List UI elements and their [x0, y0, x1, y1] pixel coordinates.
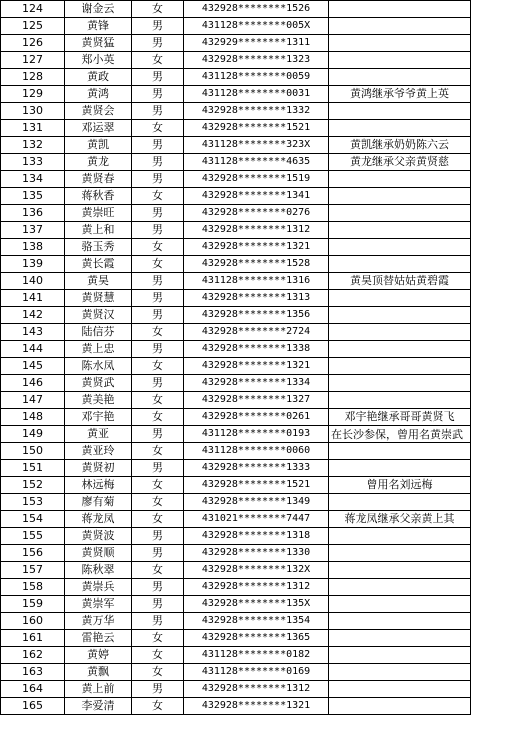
gender-cell: 女: [132, 188, 184, 205]
gender-cell: 男: [132, 375, 184, 392]
note-cell: [329, 171, 471, 188]
row-number-cell: 154: [1, 511, 65, 528]
name-cell: 黄崇旺: [65, 205, 132, 222]
row-number-cell: 150: [1, 443, 65, 460]
row-number-cell: 127: [1, 52, 65, 69]
gender-cell: 女: [132, 392, 184, 409]
name-cell: 蒋秋香: [65, 188, 132, 205]
row-number-cell: 126: [1, 35, 65, 52]
table-row: [1, 239, 471, 256]
table-row: [1, 528, 471, 545]
gender-cell: 男: [132, 273, 184, 290]
id-number-cell: 432928********1341: [184, 188, 329, 205]
row-number-cell: 142: [1, 307, 65, 324]
table-row: [1, 256, 471, 273]
gender-cell: 女: [132, 1, 184, 18]
note-cell: [329, 324, 471, 341]
gender-cell: 男: [132, 596, 184, 613]
note-cell: [329, 681, 471, 698]
gender-cell: 女: [132, 664, 184, 681]
note-cell: [329, 664, 471, 681]
gender-cell: 男: [132, 681, 184, 698]
gender-cell: 女: [132, 409, 184, 426]
table-row: [1, 290, 471, 307]
name-cell: 黄贤慧: [65, 290, 132, 307]
note-cell: [329, 290, 471, 307]
name-cell: 黄龙: [65, 154, 132, 171]
id-number-cell: 432928********132X: [184, 562, 329, 579]
name-cell: 李爱清: [65, 698, 132, 715]
table-row: [1, 375, 471, 392]
row-number-cell: 145: [1, 358, 65, 375]
name-cell: 黄锋: [65, 18, 132, 35]
table-row: [1, 324, 471, 341]
note-cell: [329, 358, 471, 375]
note-cell: [329, 239, 471, 256]
id-number-cell: 432928********1312: [184, 222, 329, 239]
table-row: [1, 545, 471, 562]
table-row: [1, 511, 471, 528]
id-number-cell: 432928********1332: [184, 103, 329, 120]
note-cell: 邓宇艳继承哥哥黄贤飞: [329, 409, 471, 426]
table-row: [1, 426, 471, 443]
id-number-cell: 432928********1330: [184, 545, 329, 562]
id-number-cell: 432929********1311: [184, 35, 329, 52]
id-number-cell: 431128********323X: [184, 137, 329, 154]
name-cell: 黄长霞: [65, 256, 132, 273]
row-number-cell: 136: [1, 205, 65, 222]
id-number-cell: 432928********0261: [184, 409, 329, 426]
table-row: [1, 698, 471, 715]
note-cell: 蒋龙凤继承父亲黄上其: [329, 511, 471, 528]
note-cell: [329, 341, 471, 358]
note-cell: [329, 18, 471, 35]
row-number-cell: 139: [1, 256, 65, 273]
id-number-cell: 432928********1356: [184, 307, 329, 324]
table-row: [1, 52, 471, 69]
table-row: [1, 18, 471, 35]
name-cell: 黄凯: [65, 137, 132, 154]
gender-cell: 男: [132, 154, 184, 171]
name-cell: 陈秋翠: [65, 562, 132, 579]
table-row: [1, 1, 471, 18]
id-number-cell: 431128********1316: [184, 273, 329, 290]
row-number-cell: 128: [1, 69, 65, 86]
name-cell: 陈水凤: [65, 358, 132, 375]
note-cell: [329, 443, 471, 460]
table-row: [1, 358, 471, 375]
gender-cell: 女: [132, 358, 184, 375]
table-row: [1, 409, 471, 426]
note-cell: 曾用名刘远梅: [329, 477, 471, 494]
note-cell: [329, 256, 471, 273]
row-number-cell: 153: [1, 494, 65, 511]
gender-cell: 男: [132, 69, 184, 86]
gender-cell: 男: [132, 171, 184, 188]
table-row: [1, 647, 471, 664]
name-cell: 黄崇兵: [65, 579, 132, 596]
table-row: [1, 171, 471, 188]
note-cell: [329, 494, 471, 511]
row-number-cell: 146: [1, 375, 65, 392]
gender-cell: 男: [132, 137, 184, 154]
row-number-cell: 163: [1, 664, 65, 681]
table-row: [1, 579, 471, 596]
row-number-cell: 161: [1, 630, 65, 647]
name-cell: 雷艳云: [65, 630, 132, 647]
note-cell: [329, 460, 471, 477]
note-cell: 在长沙参保，曾用名黄崇武: [329, 426, 471, 443]
name-cell: 黄飘: [65, 664, 132, 681]
row-number-cell: 151: [1, 460, 65, 477]
row-number-cell: 134: [1, 171, 65, 188]
id-number-cell: 432928********1349: [184, 494, 329, 511]
note-cell: [329, 528, 471, 545]
row-number-cell: 165: [1, 698, 65, 715]
gender-cell: 男: [132, 528, 184, 545]
gender-cell: 男: [132, 579, 184, 596]
note-cell: [329, 188, 471, 205]
gender-cell: 女: [132, 256, 184, 273]
name-cell: 蒋龙凤: [65, 511, 132, 528]
table-row: [1, 494, 471, 511]
note-cell: [329, 392, 471, 409]
table-row: [1, 596, 471, 613]
table-row: [1, 562, 471, 579]
id-number-cell: 432928********1312: [184, 681, 329, 698]
gender-cell: 女: [132, 630, 184, 647]
name-cell: 郑小英: [65, 52, 132, 69]
name-cell: 黄万华: [65, 613, 132, 630]
table-row: [1, 35, 471, 52]
row-number-cell: 156: [1, 545, 65, 562]
name-cell: 黄上前: [65, 681, 132, 698]
name-cell: 黄贤春: [65, 171, 132, 188]
table-row: [1, 205, 471, 222]
note-cell: [329, 307, 471, 324]
gender-cell: 男: [132, 307, 184, 324]
id-number-cell: 432928********135X: [184, 596, 329, 613]
id-number-cell: 432928********1333: [184, 460, 329, 477]
id-number-cell: 432928********1528: [184, 256, 329, 273]
gender-cell: 男: [132, 460, 184, 477]
table-row: [1, 681, 471, 698]
gender-cell: 男: [132, 545, 184, 562]
table-row: [1, 137, 471, 154]
id-number-cell: 432928********1327: [184, 392, 329, 409]
note-cell: [329, 205, 471, 222]
id-number-cell: 432928********1354: [184, 613, 329, 630]
gender-cell: 男: [132, 341, 184, 358]
table-row: [1, 273, 471, 290]
table-row: [1, 222, 471, 239]
gender-cell: 男: [132, 35, 184, 52]
id-number-cell: 431128********0059: [184, 69, 329, 86]
note-cell: [329, 630, 471, 647]
table-row: [1, 341, 471, 358]
note-cell: [329, 613, 471, 630]
row-number-cell: 155: [1, 528, 65, 545]
row-number-cell: 143: [1, 324, 65, 341]
name-cell: 黄婷: [65, 647, 132, 664]
gender-cell: 女: [132, 511, 184, 528]
table-row: [1, 460, 471, 477]
table-row: [1, 120, 471, 137]
name-cell: 黄亚玲: [65, 443, 132, 460]
name-cell: 黄美艳: [65, 392, 132, 409]
id-number-cell: 431128********005X: [184, 18, 329, 35]
name-cell: 陆信芬: [65, 324, 132, 341]
row-number-cell: 147: [1, 392, 65, 409]
name-cell: 黄政: [65, 69, 132, 86]
row-number-cell: 162: [1, 647, 65, 664]
gender-cell: 女: [132, 324, 184, 341]
note-cell: [329, 103, 471, 120]
id-number-cell: 432928********1321: [184, 358, 329, 375]
id-number-cell: 432928********1321: [184, 698, 329, 715]
gender-cell: 男: [132, 613, 184, 630]
row-number-cell: 131: [1, 120, 65, 137]
name-cell: 谢金云: [65, 1, 132, 18]
name-cell: 黄贤会: [65, 103, 132, 120]
table-row: [1, 664, 471, 681]
id-number-cell: 431128********0193: [184, 426, 329, 443]
id-number-cell: 431128********0060: [184, 443, 329, 460]
gender-cell: 男: [132, 86, 184, 103]
gender-cell: 男: [132, 103, 184, 120]
row-number-cell: 158: [1, 579, 65, 596]
gender-cell: 男: [132, 222, 184, 239]
note-cell: [329, 69, 471, 86]
id-number-cell: 431128********4635: [184, 154, 329, 171]
table-row: [1, 392, 471, 409]
row-number-cell: 144: [1, 341, 65, 358]
name-cell: 廖有菊: [65, 494, 132, 511]
id-number-cell: 432928********1521: [184, 477, 329, 494]
table-row: [1, 154, 471, 171]
row-number-cell: 159: [1, 596, 65, 613]
note-cell: [329, 222, 471, 239]
row-number-cell: 138: [1, 239, 65, 256]
id-number-cell: 432928********1323: [184, 52, 329, 69]
id-number-cell: 432928********1321: [184, 239, 329, 256]
table-row: [1, 188, 471, 205]
row-number-cell: 125: [1, 18, 65, 35]
note-cell: [329, 579, 471, 596]
id-number-cell: 432928********1318: [184, 528, 329, 545]
id-number-cell: 432928********1519: [184, 171, 329, 188]
table-row: [1, 477, 471, 494]
gender-cell: 男: [132, 205, 184, 222]
gender-cell: 女: [132, 698, 184, 715]
name-cell: 黄贤顺: [65, 545, 132, 562]
note-cell: [329, 1, 471, 18]
note-cell: [329, 375, 471, 392]
row-number-cell: 160: [1, 613, 65, 630]
name-cell: 骆玉秀: [65, 239, 132, 256]
row-number-cell: 132: [1, 137, 65, 154]
id-number-cell: 432928********1365: [184, 630, 329, 647]
id-number-cell: 432928********1334: [184, 375, 329, 392]
note-cell: 黄昊顶替姑姑黄碧霞: [329, 273, 471, 290]
gender-cell: 女: [132, 477, 184, 494]
id-number-cell: 431128********0169: [184, 664, 329, 681]
gender-cell: 女: [132, 52, 184, 69]
gender-cell: 女: [132, 562, 184, 579]
table-row: [1, 443, 471, 460]
name-cell: 黄上忠: [65, 341, 132, 358]
row-number-cell: 135: [1, 188, 65, 205]
row-number-cell: 152: [1, 477, 65, 494]
id-number-cell: 432928********1526: [184, 1, 329, 18]
note-cell: [329, 120, 471, 137]
row-number-cell: 129: [1, 86, 65, 103]
table-row: [1, 307, 471, 324]
table-row: [1, 613, 471, 630]
row-number-cell: 137: [1, 222, 65, 239]
row-number-cell: 130: [1, 103, 65, 120]
id-number-cell: 432928********1313: [184, 290, 329, 307]
name-cell: 黄亚: [65, 426, 132, 443]
id-number-cell: 432928********0276: [184, 205, 329, 222]
row-number-cell: 133: [1, 154, 65, 171]
note-cell: [329, 52, 471, 69]
table-row: [1, 69, 471, 86]
gender-cell: 女: [132, 494, 184, 511]
name-cell: 黄昊: [65, 273, 132, 290]
note-cell: [329, 35, 471, 52]
table-row: [1, 86, 471, 103]
note-cell: [329, 698, 471, 715]
id-number-cell: 432928********1312: [184, 579, 329, 596]
row-number-cell: 148: [1, 409, 65, 426]
row-number-cell: 164: [1, 681, 65, 698]
note-cell: [329, 562, 471, 579]
row-number-cell: 141: [1, 290, 65, 307]
gender-cell: 男: [132, 18, 184, 35]
name-cell: 黄贤猛: [65, 35, 132, 52]
name-cell: 邓宇艳: [65, 409, 132, 426]
note-cell: [329, 647, 471, 664]
row-number-cell: 149: [1, 426, 65, 443]
name-cell: 黄鸿: [65, 86, 132, 103]
note-cell: 黄鸿继承爷爷黄上英: [329, 86, 471, 103]
name-cell: 黄贤汉: [65, 307, 132, 324]
gender-cell: 女: [132, 647, 184, 664]
gender-cell: 男: [132, 290, 184, 307]
note-cell: [329, 596, 471, 613]
id-number-cell: 432928********2724: [184, 324, 329, 341]
row-number-cell: 124: [1, 1, 65, 18]
name-cell: 黄崇军: [65, 596, 132, 613]
roster-body: [1, 1, 471, 715]
gender-cell: 男: [132, 426, 184, 443]
note-cell: [329, 545, 471, 562]
note-cell: 黄龙继承父亲黄贤慈: [329, 154, 471, 171]
name-cell: 黄贤武: [65, 375, 132, 392]
name-cell: 邓运翠: [65, 120, 132, 137]
id-number-cell: 432928********1338: [184, 341, 329, 358]
name-cell: 林远梅: [65, 477, 132, 494]
id-number-cell: 431128********0182: [184, 647, 329, 664]
id-number-cell: 431128********0031: [184, 86, 329, 103]
note-cell: 黄凯继承奶奶陈六云: [329, 137, 471, 154]
gender-cell: 女: [132, 239, 184, 256]
id-number-cell: 431021********7447: [184, 511, 329, 528]
name-cell: 黄贤波: [65, 528, 132, 545]
name-cell: 黄上和: [65, 222, 132, 239]
gender-cell: 女: [132, 120, 184, 137]
id-number-cell: 432928********1521: [184, 120, 329, 137]
row-number-cell: 157: [1, 562, 65, 579]
row-number-cell: 140: [1, 273, 65, 290]
table-row: [1, 630, 471, 647]
gender-cell: 女: [132, 443, 184, 460]
name-cell: 黄贤初: [65, 460, 132, 477]
table-row: [1, 103, 471, 120]
